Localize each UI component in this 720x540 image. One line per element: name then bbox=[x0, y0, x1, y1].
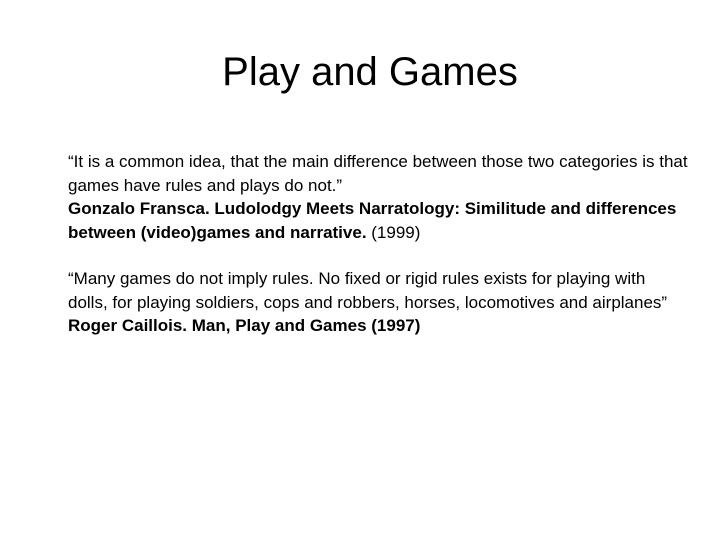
slide-content bbox=[68, 150, 688, 338]
citation-author-work: Gonzalo Fransca. Ludolodgy Meets Narratology: Similitude and differences between (video)games and narrative. bbox=[68, 199, 677, 242]
quote-citation bbox=[68, 197, 688, 244]
slide-title: Play and Games bbox=[222, 50, 518, 94]
quote-text: “Many games do not imply rules. No fixed or rigid rules exists for playing with dolls, for playing soldiers, cops and robbers, horses, locomotives and airplanes” bbox=[68, 269, 668, 312]
quote-text: “It is a common idea, that the main difference between those two categories is that games have rules and plays do not.” bbox=[68, 152, 688, 195]
citation-author-work: Roger Caillois. Man, Play and Games (1997) bbox=[68, 316, 421, 335]
quote-citation bbox=[68, 314, 688, 338]
quote-block-frasca bbox=[68, 150, 688, 244]
citation-year: (1999) bbox=[366, 222, 421, 242]
quote-block-caillois bbox=[68, 267, 688, 338]
